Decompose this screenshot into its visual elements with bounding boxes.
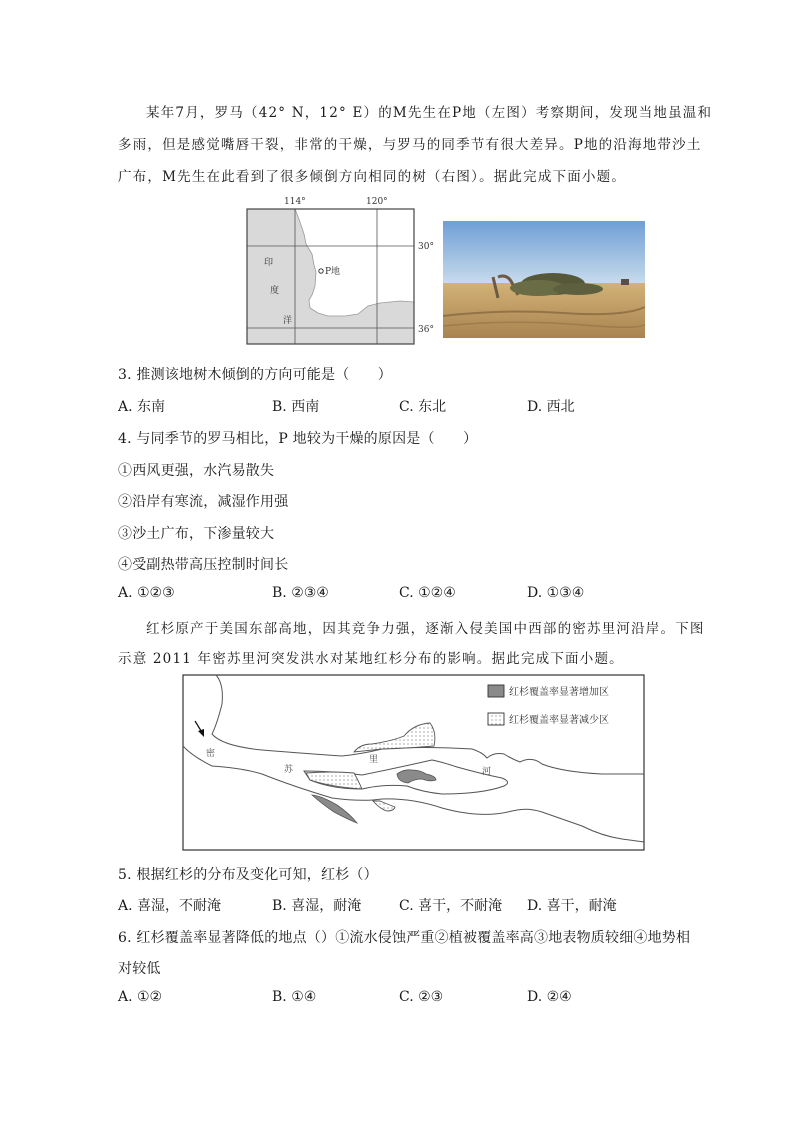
lat-label-30: 30° [418,242,434,252]
q5-option-b[interactable]: B. 喜湿，耐淹 [272,898,362,914]
legend-increase-swatch [488,685,504,697]
missouri-river-map [182,674,646,852]
question-4-options [118,585,698,601]
question-3-stem: 3. 推测该地树木倾倒的方向可能是（ ） [118,367,393,383]
question-5-stem: 5. 根据红杉的分布及变化可知，红杉（） [118,867,378,883]
lon-label-114: 114° [284,197,306,207]
passage-2 [118,614,716,644]
passage-1-line-3: 广布，M先生在此看到了很多倾倒方向相同的树（右图）。据此完成下面小题。 [118,169,627,185]
legend-decrease-label: 红杉覆盖率显著减少区 [509,715,609,726]
q3-option-c[interactable]: C. 东北 [399,399,447,415]
q3-option-b[interactable]: B. 西南 [272,399,320,415]
passage-2-line-1: 红杉原产于美国东部高地，因其竞争力强，逐渐入侵美国中西部的密苏里河沿岸。下图 [146,621,705,637]
q4-item-2: ②沿岸有寒流，减湿作用强 [118,494,289,510]
passage-2-line-2: 示意 2011 年密苏里河突发洪水对某地红杉分布的影响。据此完成下面小题。 [118,651,624,667]
q4-option-b[interactable]: B. ②③④ [272,585,329,601]
passage-1-line-2: 多雨，但是感觉嘴唇干裂，非常的干燥，与罗马的同季节有很大差异。P地的沿海地带沙土 [118,137,702,153]
passage-2-cont [118,644,688,674]
q4-option-d[interactable]: D. ①③④ [527,585,585,601]
q4-item-1: ①西风更强，水汽易散失 [118,463,275,479]
q5-option-d[interactable]: D. 喜干，耐淹 [527,898,617,914]
ocean-label-2: 度 [270,286,280,296]
point-p-label: P地 [325,267,341,277]
q5-option-c[interactable]: C. 喜干，不耐淹 [399,898,503,914]
ocean-label-3: 洋 [283,316,293,326]
q3-option-a[interactable]: A. 东南 [118,399,166,415]
q4-option-c[interactable]: C. ①②④ [399,585,456,601]
ocean-label-1: 印 [264,258,274,268]
passage-1-cont [118,129,702,193]
lat-label-36: 36° [418,325,434,335]
q4-item-4: ④受副热带高压控制时间长 [118,557,289,573]
q6-option-d[interactable]: D. ②④ [527,989,572,1005]
passage-1-line-1: 某年7月，罗马（42° N，12° E）的M先生在P地（左图）考察期间，发现当地虽温和 [146,105,713,121]
legend-decrease-swatch [488,713,504,725]
q5-option-a[interactable]: A. 喜湿，不耐淹 [118,898,222,914]
question-6-stem-line-1: 6. 红杉覆盖率显著降低的地点（）①流水侵蚀严重②植被覆盖率高③地表物质较细④地势相 [118,930,691,946]
question-3-options [118,396,698,416]
q4-option-a[interactable]: A. ①②③ [118,585,175,601]
q6-option-c[interactable]: C. ②③ [399,989,444,1005]
point-p-marker-icon [319,269,323,273]
legend-increase-label: 红杉覆盖率显著增加区 [509,687,609,698]
q6-option-b[interactable]: B. ①④ [272,989,317,1005]
q6-option-a[interactable]: A. ①② [118,989,163,1005]
river-label-1: 密 [206,749,216,759]
question-5-options [118,895,698,915]
leaning-tree-photo [443,221,645,338]
river-label-3: 里 [369,755,379,765]
river-label-4: 河 [482,767,492,777]
question-6-stem-line-2: 对较低 [118,961,161,977]
q3-option-d[interactable]: D. 西北 [527,399,575,415]
passage-1 [118,97,716,129]
question-6-options [118,989,698,1005]
location-map-p [240,192,440,352]
river-label-2: 苏 [284,765,294,775]
lon-label-120: 120° [366,197,388,207]
question-4-stem: 4. 与同季节的罗马相比，P 地较为干燥的原因是（ ） [118,431,478,447]
q4-item-3: ③沙土广布，下渗量较大 [118,526,275,542]
